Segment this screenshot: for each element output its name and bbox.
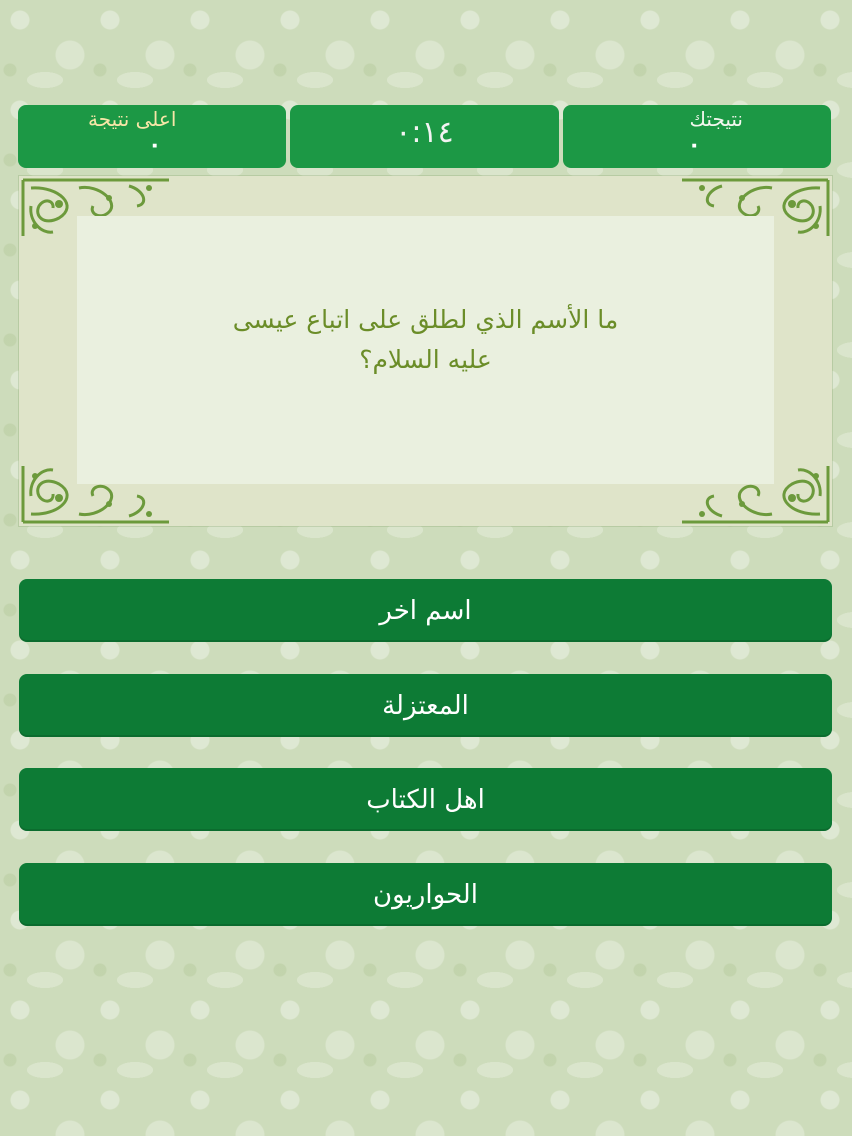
timer-value: ٠:١٤ <box>395 115 454 150</box>
answer-button-2[interactable] <box>19 674 832 737</box>
your-score-label: نتيجتك <box>689 107 743 131</box>
question-text: ما الأسم الذي لطلق على اتباع عيسى عليه السلام؟ <box>232 305 619 374</box>
answer-label: اهل الكتاب <box>366 784 485 815</box>
question-panel <box>77 216 774 484</box>
best-score-label: اعلى نتيجة <box>88 107 177 131</box>
best-score-value: ٠ <box>148 133 162 158</box>
answer-label: المعتزلة <box>382 690 469 721</box>
answer-button-3[interactable] <box>19 768 832 831</box>
question-card <box>19 176 832 526</box>
answer-button-1[interactable] <box>19 579 832 642</box>
your-score-panel <box>563 105 831 168</box>
answer-label: الحواريون <box>373 879 478 910</box>
score-bar <box>18 105 831 168</box>
your-score-value: ٠ <box>687 133 701 158</box>
best-score-panel <box>18 105 286 168</box>
answer-button-4[interactable] <box>19 863 832 926</box>
timer-panel <box>290 105 558 168</box>
answer-label: اسم اخر <box>379 595 472 626</box>
